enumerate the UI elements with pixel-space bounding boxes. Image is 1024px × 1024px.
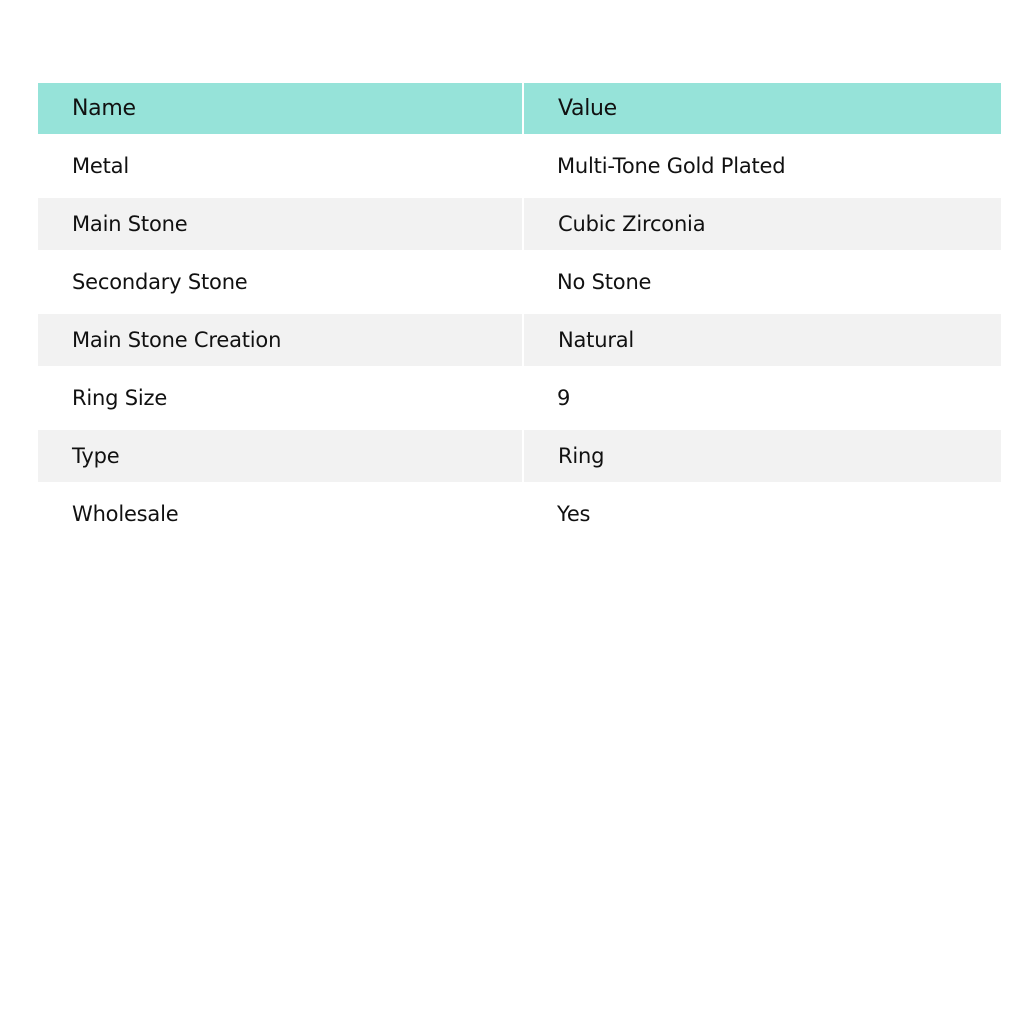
specifications-table (38, 83, 1001, 546)
row-name-cell: Secondary Stone (72, 270, 248, 294)
row-value-cell: Multi-Tone Gold Plated (557, 154, 786, 178)
header-row (38, 83, 1001, 134)
row-value-cell: 9 (557, 386, 571, 410)
row-value-cell: Ring (523, 430, 1001, 482)
table-row (38, 314, 1001, 366)
row-value-cell: Cubic Zirconia (523, 198, 1001, 250)
row-value-cell: Yes (557, 502, 591, 526)
row-name-cell: Wholesale (72, 502, 179, 526)
row-name-cell: Ring Size (72, 386, 168, 410)
row-name-cell: Metal (72, 154, 129, 178)
row-name-cell: Main Stone Creation (38, 314, 523, 366)
table-row (38, 366, 1001, 430)
table-header (38, 83, 1001, 134)
table-row (38, 482, 1001, 546)
row-name-cell: Main Stone (38, 198, 523, 250)
table-row (38, 134, 1001, 198)
row-value-cell: Natural (523, 314, 1001, 366)
table-row (38, 250, 1001, 314)
table-row (38, 430, 1001, 482)
table-body (38, 134, 1001, 546)
row-name-cell: Type (38, 430, 523, 482)
table-row (38, 198, 1001, 250)
column-header-name: Name (38, 83, 523, 134)
row-value-cell: No Stone (557, 270, 652, 294)
column-header-value: Value (523, 83, 1001, 134)
